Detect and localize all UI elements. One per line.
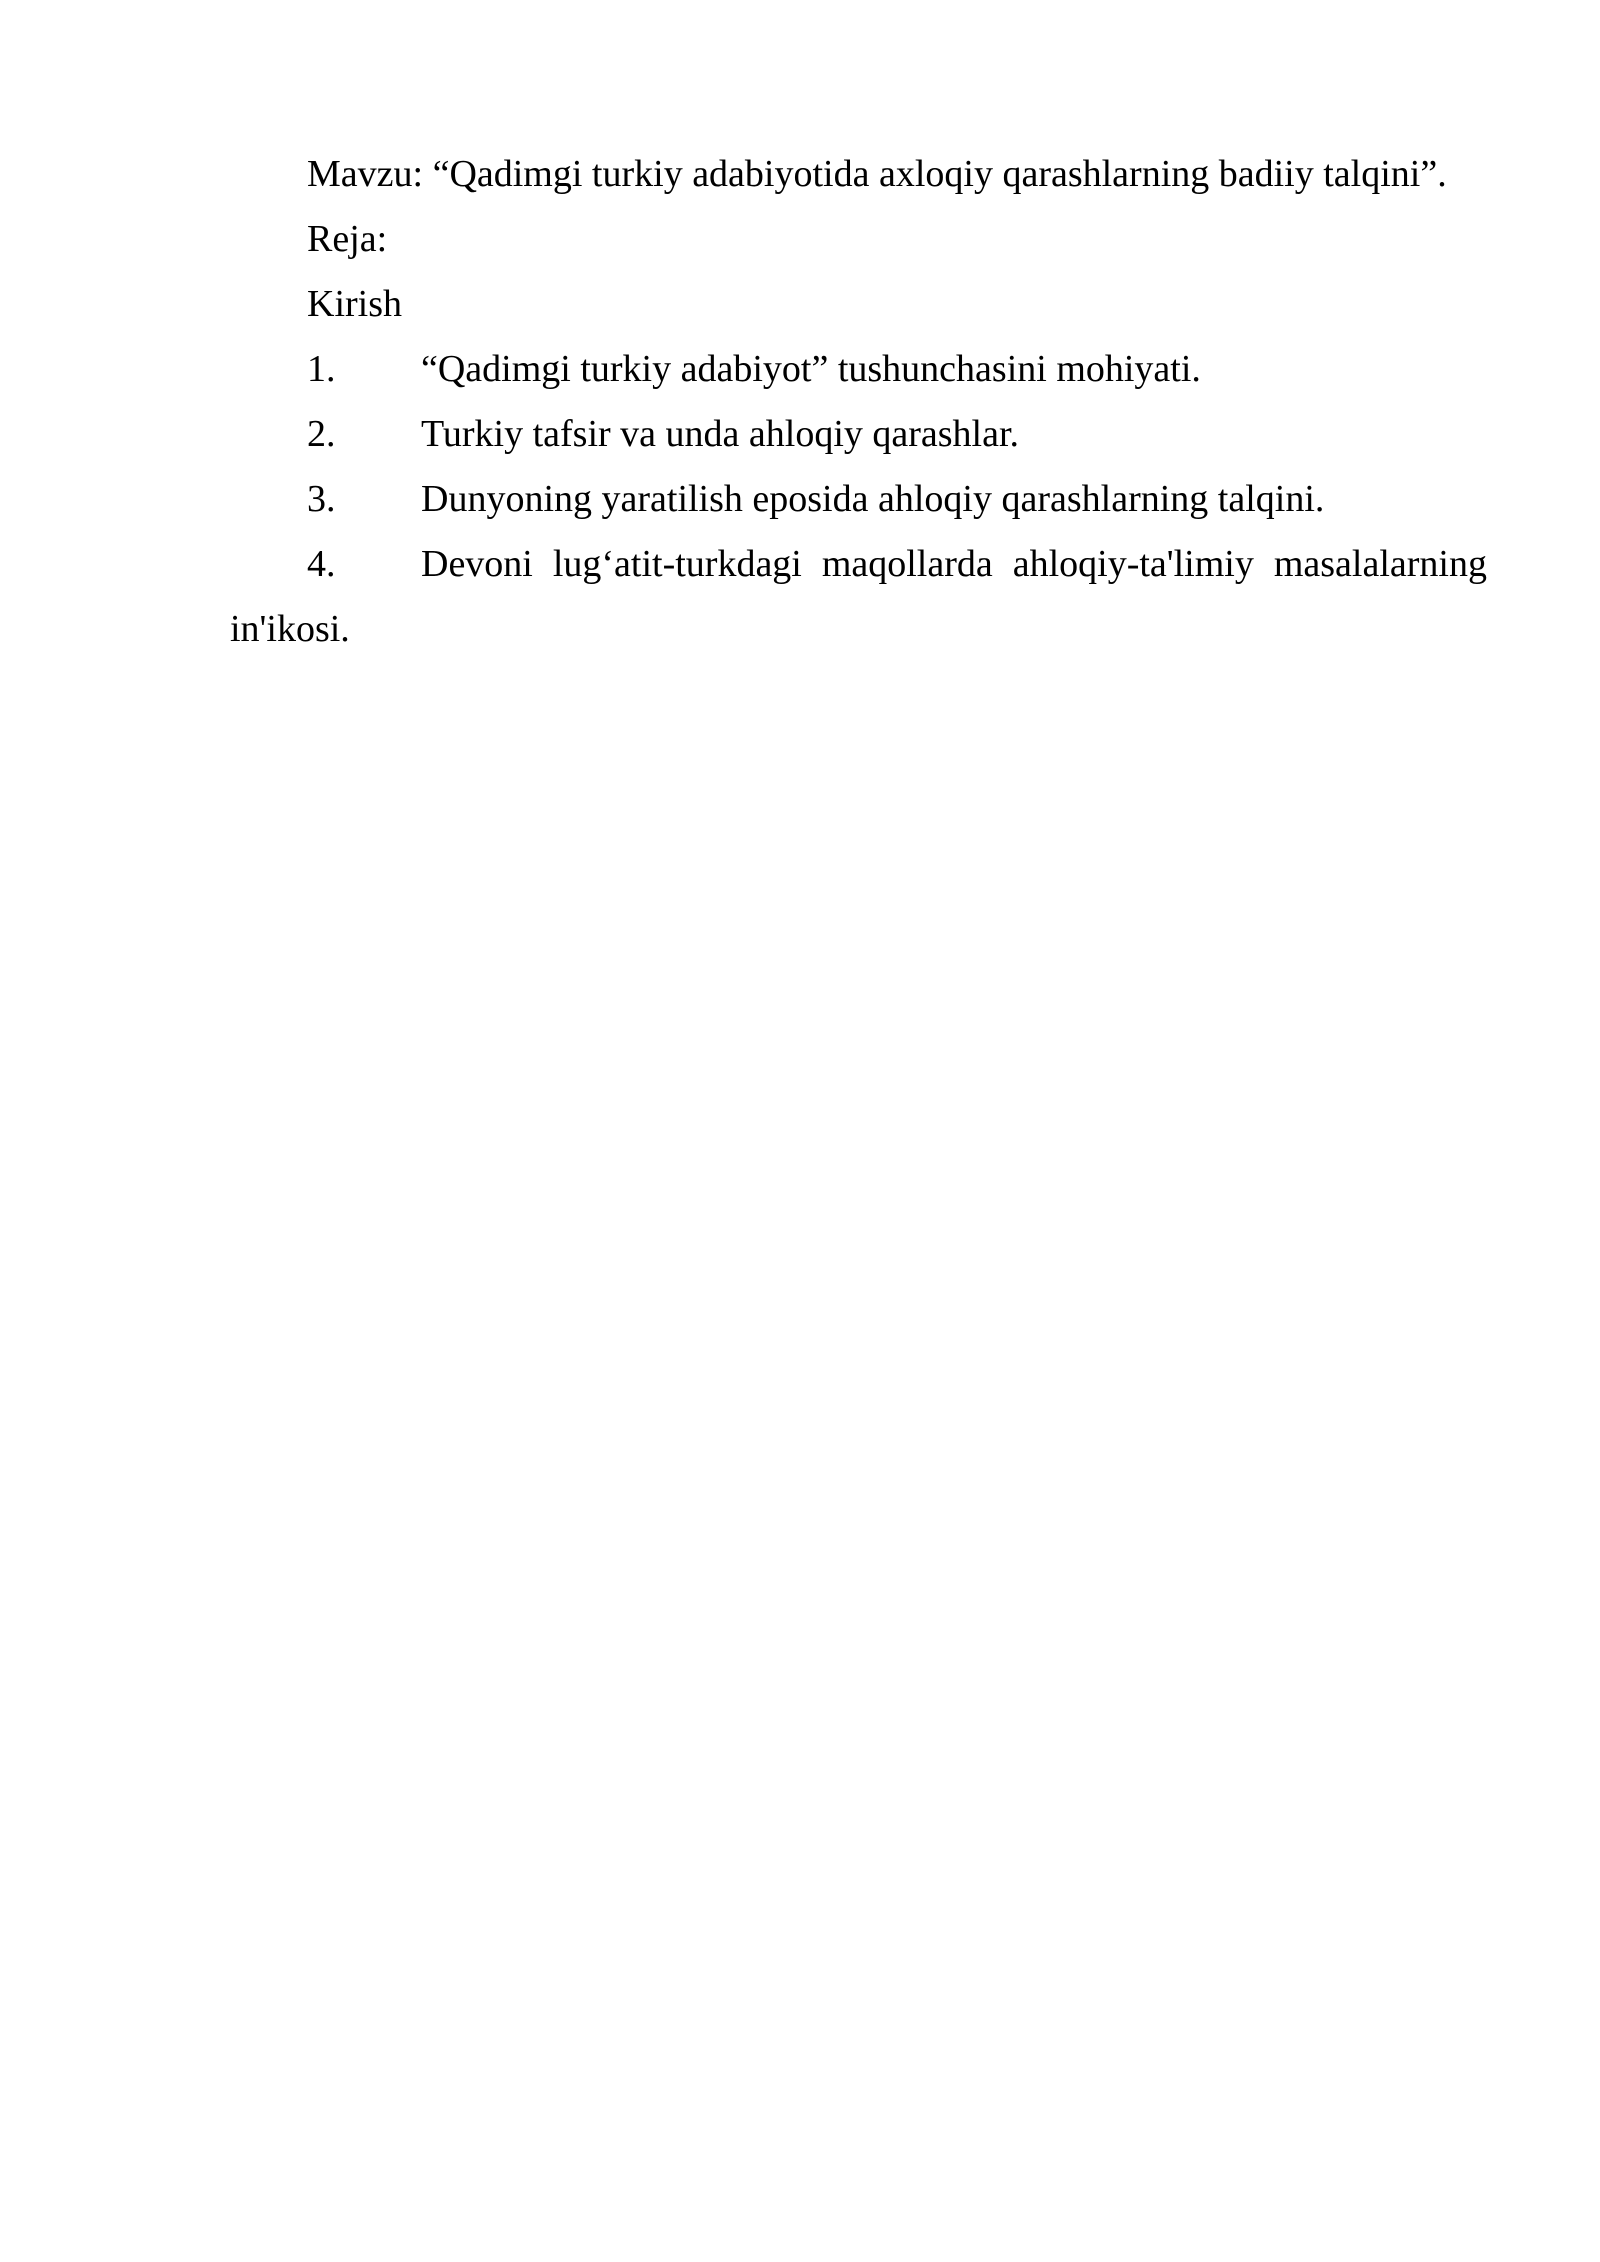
plan-item-1 [230, 337, 1487, 402]
plan-item-number: 1. [307, 348, 336, 390]
topic-line: Mavzu: “Qadimgi turkiy adabiyotida axloqiy qarashlarning badiiy talqini”. [307, 153, 1447, 195]
plan-item-text: Dunyoning yaratilish eposida ahloqiy qarashlarning talqini. [421, 478, 1325, 520]
plan-item-word: masalalarning [1273, 543, 1487, 585]
plan-item-4 [230, 532, 1487, 597]
intro-label: Kirish [307, 283, 402, 325]
plan-item-2 [230, 402, 1487, 467]
plan-item-number: 2. [307, 413, 336, 455]
plan-item-text [421, 532, 1487, 597]
plan-item-3 [230, 467, 1487, 532]
plan-item-word: ahloqiy-ta'limiy [1012, 543, 1254, 585]
plan-item-number: 3. [307, 478, 336, 520]
document-body [230, 142, 1487, 662]
plan-item-word: Devoni [421, 543, 533, 585]
plan-item-word: lug‘atit-turkdagi [552, 543, 802, 585]
plan-item-number: 4. [307, 543, 336, 585]
plan-item-word: maqollarda [821, 543, 993, 585]
plan-item-4-continuation: in'ikosi. [230, 608, 350, 650]
plan-item-text: Turkiy tafsir va unda ahloqiy qarashlar. [421, 413, 1020, 455]
plan-item-text: “Qadimgi turkiy adabiyot” tushunchasini mohiyati. [421, 348, 1201, 390]
plan-label: Reja: [307, 218, 388, 260]
